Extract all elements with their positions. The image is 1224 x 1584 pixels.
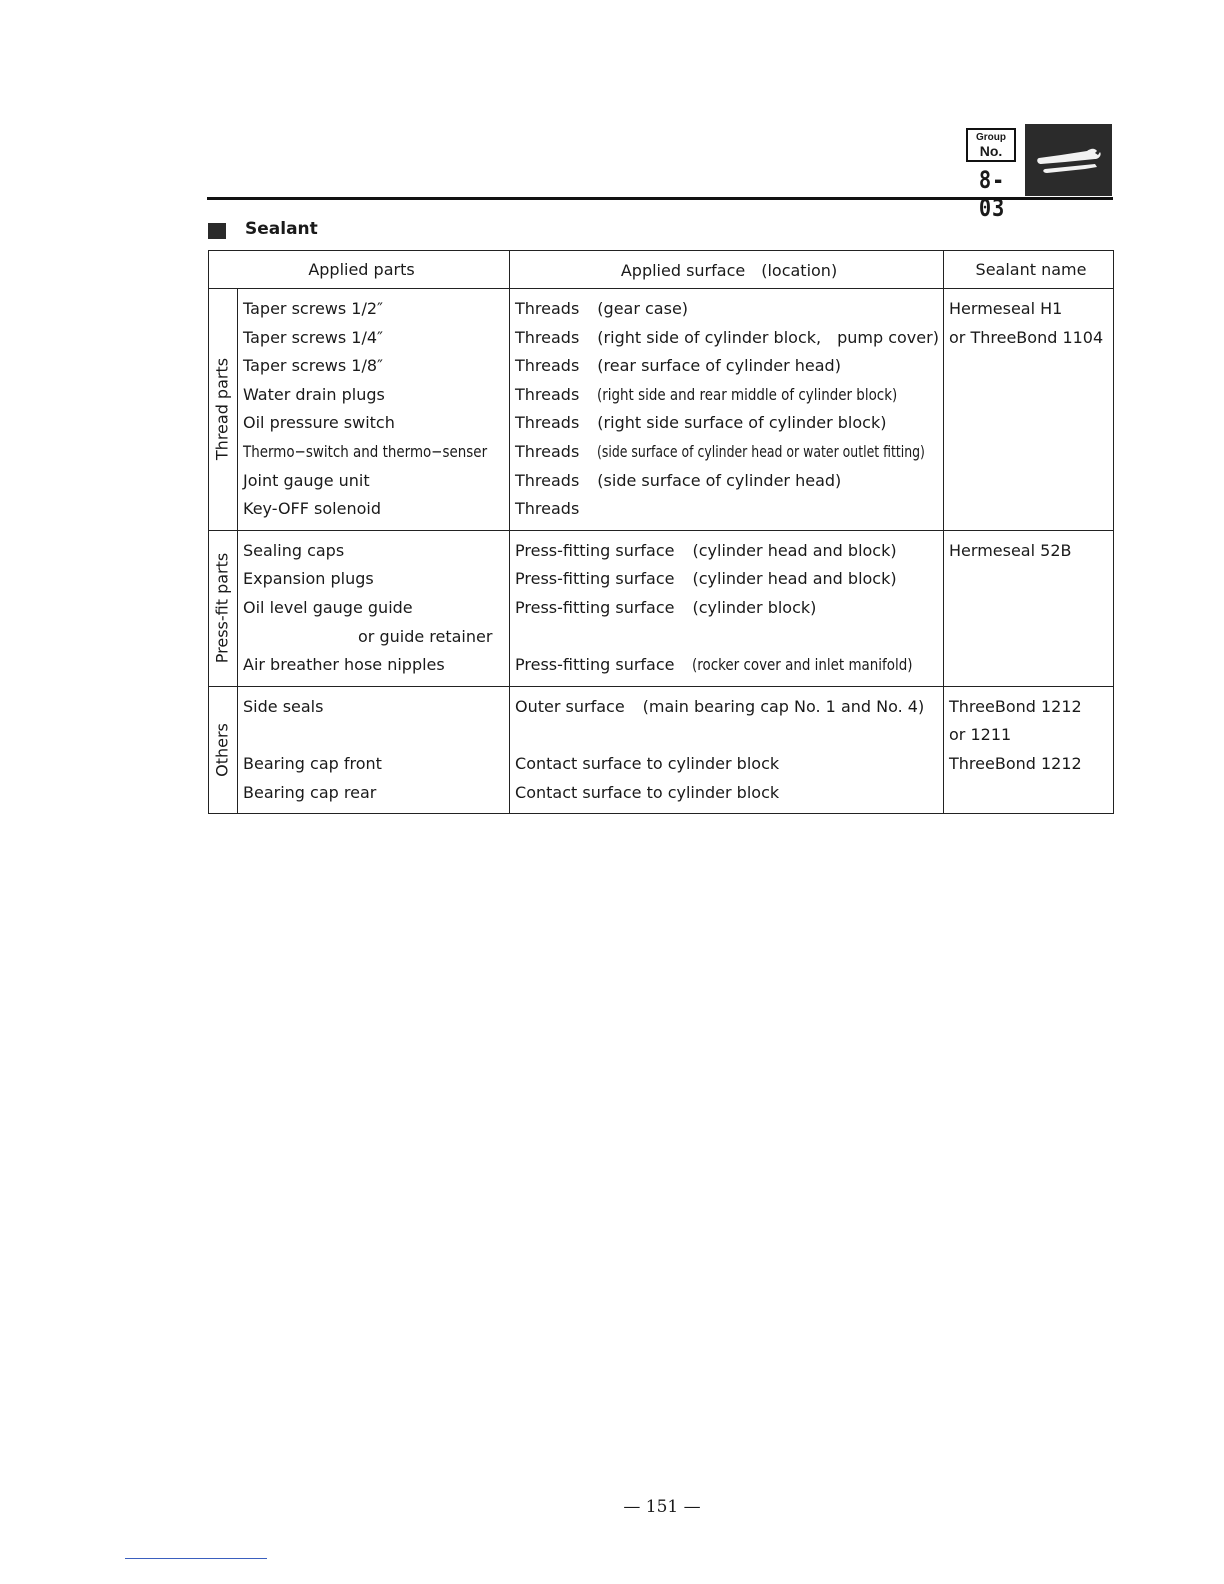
sealant-name: Hermeseal 52B bbox=[944, 530, 1114, 565]
table-row bbox=[209, 352, 1114, 381]
header-applied-surface: Applied surface (location) bbox=[510, 251, 944, 289]
applied-part: Air breather hose nipples bbox=[238, 651, 510, 686]
sealant-name: ThreeBond 1212 bbox=[944, 750, 1114, 779]
applied-surface: Threads (side surface of cylinder head or water outlet fitting) bbox=[510, 438, 944, 467]
section-title: Sealant bbox=[245, 219, 318, 239]
table-header-row bbox=[209, 251, 1114, 289]
table-row bbox=[209, 289, 1114, 324]
corner-rule bbox=[125, 1558, 267, 1559]
applied-part: Joint gauge unit bbox=[238, 467, 510, 496]
header-rule bbox=[207, 197, 1113, 200]
applied-part: Side seals bbox=[238, 686, 510, 721]
applied-part: Oil level gauge guide bbox=[238, 594, 510, 623]
table-row bbox=[209, 750, 1114, 779]
group-label: Group bbox=[976, 132, 1006, 143]
applied-part: Water drain plugs bbox=[238, 381, 510, 410]
sealant-name: or ThreeBond 1104 bbox=[944, 324, 1114, 353]
group-label-others: Others bbox=[209, 686, 238, 813]
sealant-name bbox=[944, 651, 1114, 686]
applied-part: Bearing cap rear bbox=[238, 779, 510, 814]
table-row bbox=[209, 467, 1114, 496]
page-number: — 151 — bbox=[623, 1497, 701, 1517]
applied-part: Taper screws 1/2″ bbox=[238, 289, 510, 324]
applied-part: Key-OFF solenoid bbox=[238, 495, 510, 530]
applied-part: Oil pressure switch bbox=[238, 409, 510, 438]
table-row bbox=[209, 565, 1114, 594]
applied-part: Taper screws 1/4″ bbox=[238, 324, 510, 353]
applied-part: Expansion plugs bbox=[238, 565, 510, 594]
sealant-name bbox=[944, 352, 1114, 381]
wrench-screwdriver-icon bbox=[1025, 124, 1112, 196]
sealant-name bbox=[944, 779, 1114, 814]
applied-surface: Threads (right side surface of cylinder block) bbox=[510, 409, 944, 438]
sealant-name bbox=[944, 438, 1114, 467]
group-number-box bbox=[966, 128, 1016, 162]
applied-surface bbox=[510, 721, 944, 750]
table-row bbox=[209, 530, 1114, 565]
applied-part: Thermo−switch and thermo−senser bbox=[238, 438, 510, 467]
applied-surface: Threads (right side of cylinder block, pump cover) bbox=[510, 324, 944, 353]
table-row bbox=[209, 651, 1114, 686]
applied-surface: Press-fitting surface (cylinder head and block) bbox=[510, 565, 944, 594]
group-label-thread-parts: Thread parts bbox=[209, 289, 238, 531]
sealant-name bbox=[944, 565, 1114, 594]
table-row bbox=[209, 409, 1114, 438]
table-row bbox=[209, 779, 1114, 814]
applied-part: or guide retainer bbox=[238, 623, 510, 652]
applied-surface: Threads bbox=[510, 495, 944, 530]
applied-surface: Press-fitting surface (rocker cover and inlet manifold) bbox=[510, 651, 944, 686]
table-row bbox=[209, 594, 1114, 623]
sealant-name bbox=[944, 623, 1114, 652]
sealant-name: Hermeseal H1 bbox=[944, 289, 1114, 324]
sealant-name bbox=[944, 381, 1114, 410]
applied-surface: Press-fitting surface (cylinder block) bbox=[510, 594, 944, 623]
applied-part: Bearing cap front bbox=[238, 750, 510, 779]
header-applied-parts: Applied parts bbox=[209, 251, 510, 289]
applied-part: Taper screws 1/8″ bbox=[238, 352, 510, 381]
applied-surface: Contact surface to cylinder block bbox=[510, 750, 944, 779]
applied-part bbox=[238, 721, 510, 750]
table-row bbox=[209, 495, 1114, 530]
group-no-label: No. bbox=[979, 143, 1003, 159]
sealant-name bbox=[944, 594, 1114, 623]
table-row bbox=[209, 721, 1114, 750]
group-label-press-fit-parts: Press-fit parts bbox=[209, 530, 238, 686]
applied-surface: Threads (rear surface of cylinder head) bbox=[510, 352, 944, 381]
table-row bbox=[209, 324, 1114, 353]
sealant-name bbox=[944, 495, 1114, 530]
applied-surface: Threads (right side and rear middle of cylinder block) bbox=[510, 381, 944, 410]
applied-part: Sealing caps bbox=[238, 530, 510, 565]
sealant-name: ThreeBond 1212 bbox=[944, 686, 1114, 721]
applied-surface: Press-fitting surface (cylinder head and block) bbox=[510, 530, 944, 565]
applied-surface: Contact surface to cylinder block bbox=[510, 779, 944, 814]
sealant-name bbox=[944, 409, 1114, 438]
group-number: 8-03 bbox=[978, 166, 1006, 222]
table-row bbox=[209, 381, 1114, 410]
table-row bbox=[209, 686, 1114, 721]
header-sealant-name: Sealant name bbox=[944, 251, 1114, 289]
table-row bbox=[209, 438, 1114, 467]
sealant-name bbox=[944, 467, 1114, 496]
section-bullet bbox=[208, 223, 226, 239]
sealant-table bbox=[208, 250, 1114, 814]
applied-surface bbox=[510, 623, 944, 652]
applied-surface: Threads (side surface of cylinder head) bbox=[510, 467, 944, 496]
applied-surface: Outer surface (main bearing cap No. 1 and No. 4) bbox=[510, 686, 944, 721]
applied-surface: Threads (gear case) bbox=[510, 289, 944, 324]
sealant-name: or 1211 bbox=[944, 721, 1114, 750]
table-row bbox=[209, 623, 1114, 652]
